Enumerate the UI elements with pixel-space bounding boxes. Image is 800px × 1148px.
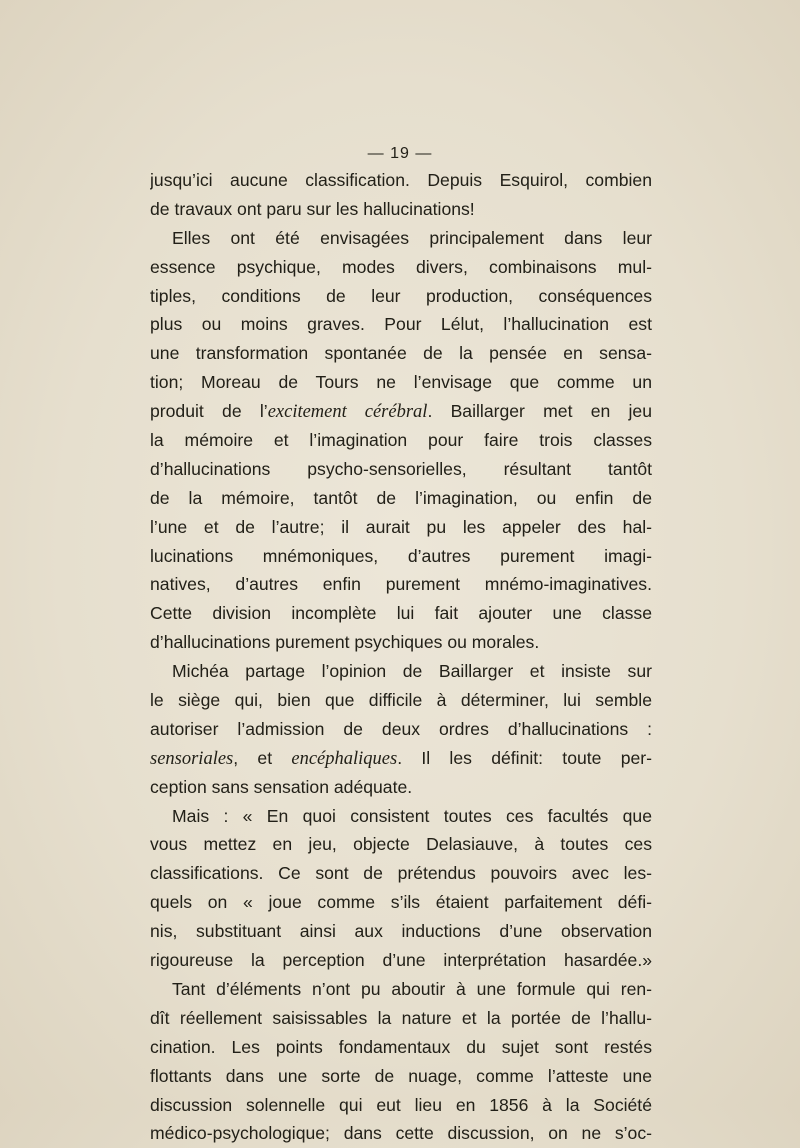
text-run: quels on « joue comme s’ils étaient parfaitement défi- <box>150 892 652 913</box>
text-run: produit de l’ <box>150 401 268 422</box>
text-line <box>150 397 652 426</box>
text-run: cination. Les points fondamentaux du sujet sont restés <box>150 1036 652 1057</box>
text-run: de la mémoire, tantôt de l’imagination, ou enfin de <box>150 487 652 508</box>
text-run: tiples, conditions de leur production, conséquences <box>150 285 652 306</box>
text-line <box>150 253 652 282</box>
text-line <box>150 715 652 744</box>
text-run: classifications. Ce sont de prétendus pouvoirs avec les- <box>150 863 652 884</box>
text-run: lucinations mnémoniques, d’autres purement imagi- <box>150 545 652 566</box>
text-line <box>150 1004 652 1033</box>
text-line <box>150 686 652 715</box>
text-run: Elles ont été envisagées principalement dans leur <box>172 227 652 248</box>
text-run: jusqu’ici aucune classification. Depuis Esquirol, combien <box>150 170 652 190</box>
text-run: plus ou moins graves. Pour Lélut, l’hallucination est <box>150 314 652 335</box>
body-text <box>150 166 652 1148</box>
text-line <box>150 1033 652 1062</box>
text-line <box>150 628 652 657</box>
text-line <box>150 744 652 773</box>
text-line <box>150 917 652 946</box>
text-run: de travaux ont paru sur les hallucinations! <box>150 198 475 219</box>
text-line <box>150 888 652 917</box>
italic-term: excitement cérébral <box>267 402 428 423</box>
text-run: . Baillarger met en jeu <box>427 401 652 422</box>
text-run: Michéa partage l’opinion de Baillarger et insiste sur <box>172 661 652 682</box>
text-run: Cette division incomplète lui fait ajouter une classe <box>150 603 652 624</box>
text-run: Mais : « En quoi consistent toutes ces facultés que <box>172 805 652 826</box>
text-run: natives, d’autres enfin purement mnémo-imaginatives. <box>150 574 652 595</box>
text-run: , et <box>233 747 292 768</box>
text-run: discussion solennelle qui eut lieu en 1856 à la Société <box>150 1094 652 1115</box>
text-line <box>150 773 652 802</box>
text-line <box>150 599 652 628</box>
text-run: une transformation spontanée de la pensée en sensa- <box>150 343 652 364</box>
text-run: nis, substituant ainsi aux inductions d’une observation <box>150 921 652 942</box>
text-line <box>150 859 652 888</box>
text-run: la mémoire et l’imagination pour faire trois classes <box>150 430 652 451</box>
text-run: . Il les définit: toute per- <box>397 747 652 768</box>
text-line <box>150 657 652 686</box>
text-run: médico-psychologique; dans cette discussion, on ne s’oc- <box>150 1123 652 1144</box>
text-line <box>150 426 652 455</box>
text-run: rigoureuse la perception d’une interprétation hasardée.» <box>150 950 652 971</box>
text-run: essence psychique, modes divers, combinaisons mul- <box>150 256 652 277</box>
text-line <box>150 1119 652 1148</box>
text-line <box>150 195 652 224</box>
italic-term: sensoriales <box>150 748 234 769</box>
text-run: d’hallucinations purement psychiques ou morales. <box>150 632 540 653</box>
text-run: Tant d’éléments n’ont pu aboutir à une formule qui ren- <box>172 978 652 999</box>
text-line <box>150 975 652 1004</box>
text-line <box>150 368 652 397</box>
text-line <box>150 946 652 975</box>
text-line <box>150 570 652 599</box>
text-run: l’une et de l’autre; il aurait pu les appeler des hal- <box>150 516 652 537</box>
text-line <box>150 310 652 339</box>
text-run: d’hallucinations psycho-sensorielles, résultant tantôt <box>150 458 652 479</box>
text-run: flottants dans une sorte de nuage, comme l’atteste une <box>150 1065 652 1086</box>
italic-term: encéphaliques <box>291 748 398 769</box>
text-run: le siège qui, bien que difficile à déterminer, lui semble <box>150 690 652 711</box>
text-line <box>150 166 652 195</box>
text-run: tion; Moreau de Tours ne l’envisage que comme un <box>150 372 652 393</box>
text-line <box>150 339 652 368</box>
text-line <box>150 455 652 484</box>
text-run: vous mettez en jeu, objecte Delasiauve, à toutes ces <box>150 834 652 855</box>
page-number: — 19 — <box>367 145 433 162</box>
text-line <box>150 802 652 831</box>
text-line <box>150 542 652 571</box>
text-line <box>150 282 652 311</box>
text-line <box>150 484 652 513</box>
text-line <box>150 224 652 253</box>
text-run: autoriser l’admission de deux ordres d’hallucinations : <box>150 718 652 739</box>
text-run: ception sans sensation adéquate. <box>150 776 413 797</box>
text-line <box>150 830 652 859</box>
text-line <box>150 1062 652 1091</box>
text-run: dît réellement saisissables la nature et la portée de l’hallu- <box>150 1007 652 1028</box>
text-line <box>150 513 652 542</box>
